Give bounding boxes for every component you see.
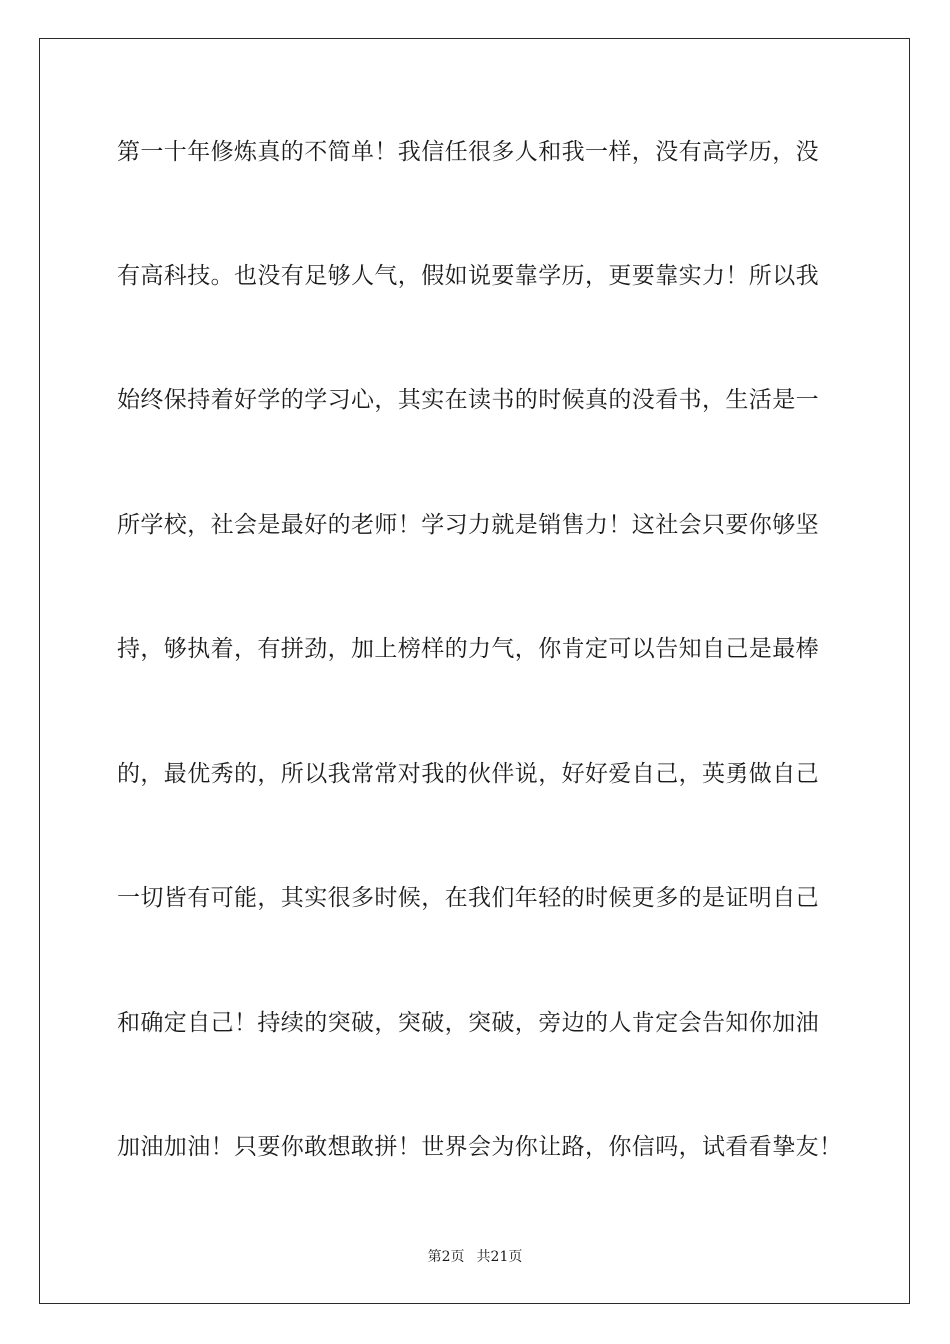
paragraph-line: 第一十年修炼真的不简单！我信任很多人和我一样，没有高学历，没 (117, 139, 819, 165)
paragraph-line: 所学校，社会是最好的老师！学习力就是销售力！这社会只要你够坚 (117, 512, 819, 538)
paragraph-line: 和确定自己！持续的突破，突破，突破，旁边的人肯定会告知你加油 (117, 1010, 819, 1036)
page-border (39, 38, 910, 1304)
paragraph-line: 持，够执着，有拼劲，加上榜样的力气，你肯定可以告知自己是最棒 (117, 636, 819, 662)
page-footer (0, 1246, 950, 1266)
paragraph-line: 一切皆有可能，其实很多时候，在我们年轻的时候更多的是证明自己 (117, 885, 819, 911)
paragraph-line: 的，最优秀的，所以我常常对我的伙伴说，好好爱自己，英勇做自己 (117, 761, 819, 787)
paragraph-line: 有高科技。也没有足够人气，假如说要靠学历，更要靠实力！所以我 (117, 263, 819, 289)
paragraph-line: 加油加油！只要你敢想敢拼！世界会为你让路，你信吗，试看看挚友！ (117, 1134, 843, 1160)
paragraph-line: 始终保持着好学的学习心，其实在读书的时候真的没看书，生活是一 (117, 387, 819, 413)
page-total: 共21页 (476, 1249, 523, 1265)
page-number: 第2页 (427, 1249, 465, 1265)
